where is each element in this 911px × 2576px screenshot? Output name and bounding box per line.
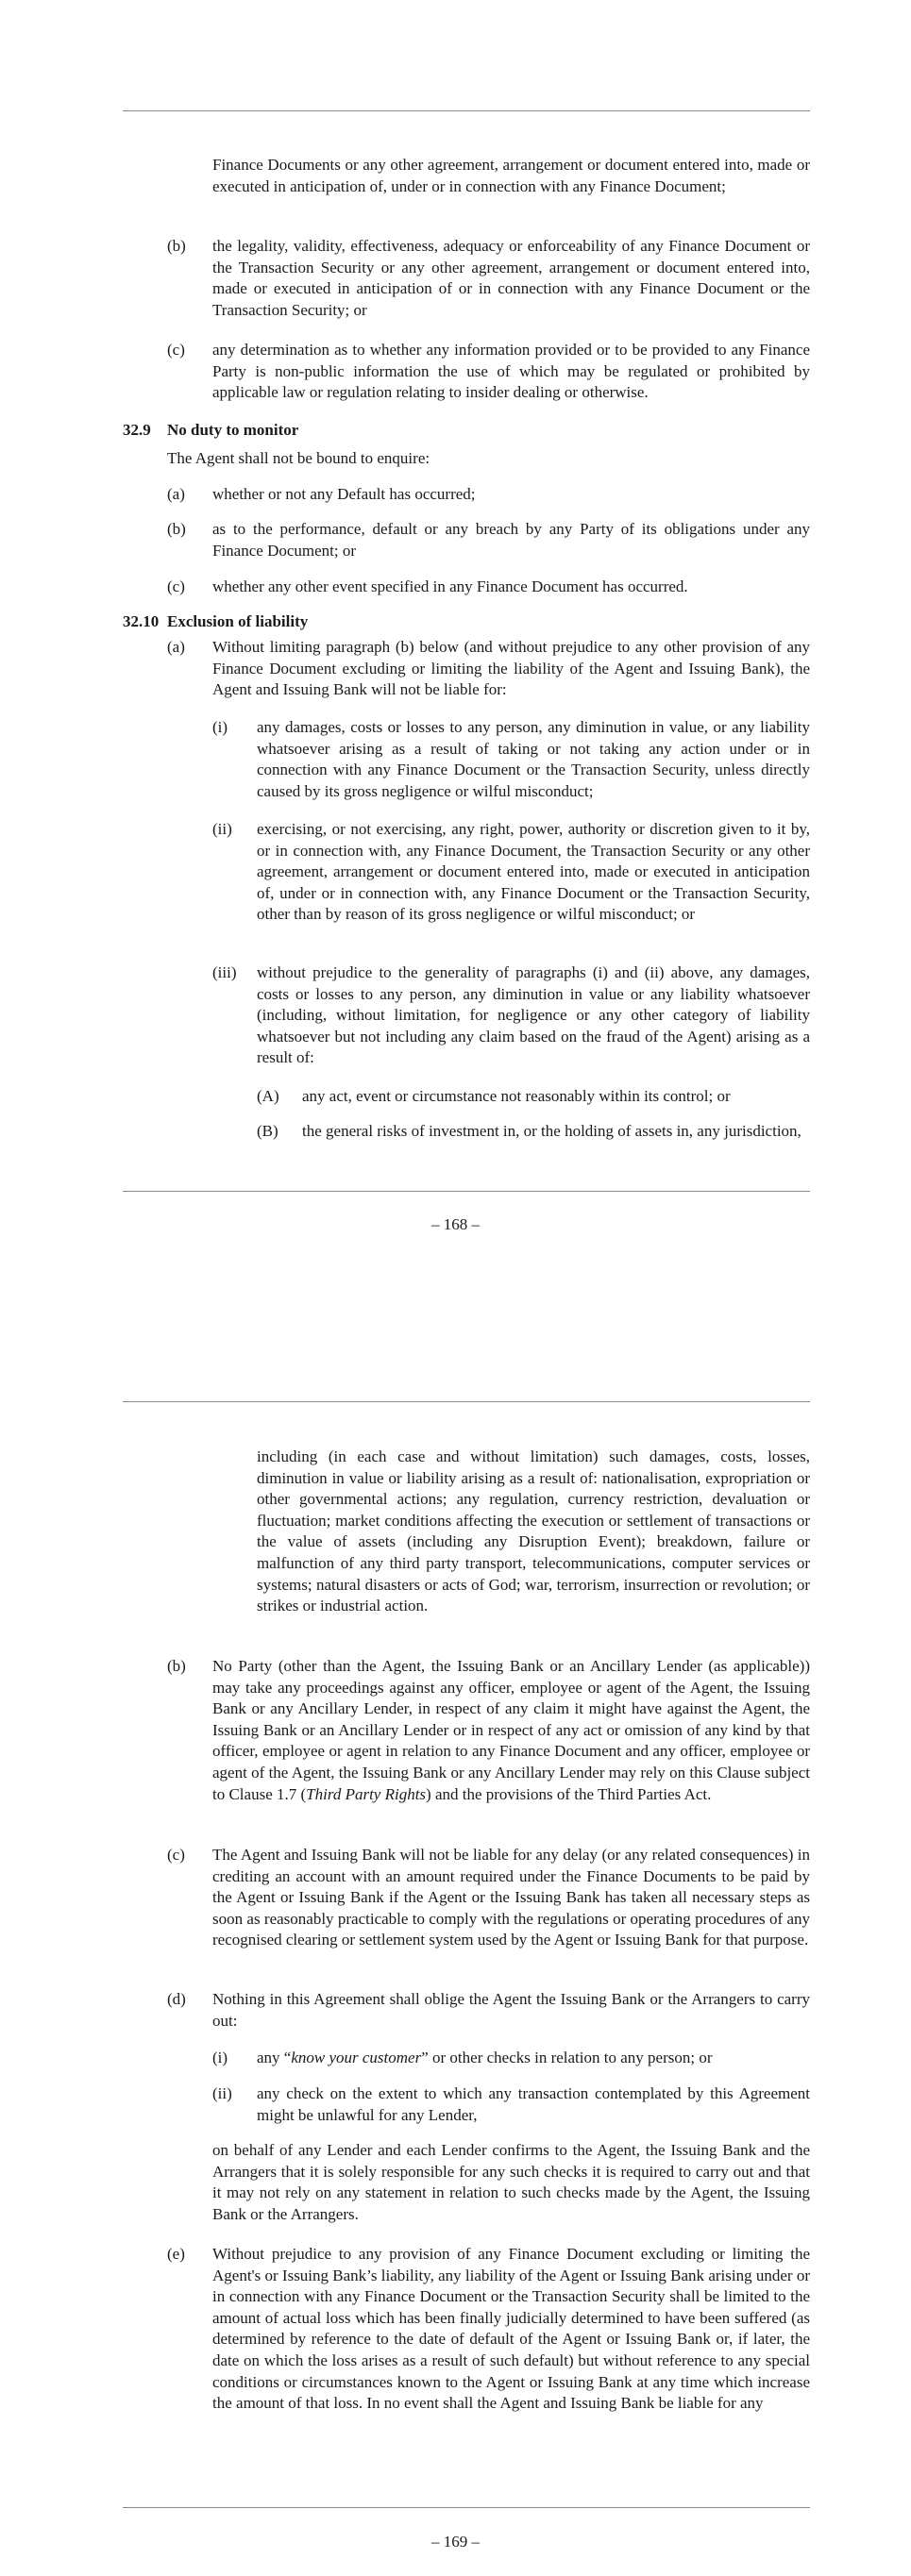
clause-title: Exclusion of liability [167, 612, 309, 630]
item-text: whether or not any Default has occurred; [212, 485, 476, 503]
subitem-italic: know your customer [291, 2049, 422, 2066]
subitem-text: exercising, or not exercising, any right, power, authority or discretion given to it by, or in connection with, any Finance Document, the Transaction Security or any other agreement, arrangement or document entered into, made or executed in anticipation of, under or in connection with, any Finance Document or the Transaction Security, other than by reason of its gross negligence or wilful misconduct; or [257, 820, 810, 924]
subitem-pre: any “ [257, 2049, 292, 2066]
subitem-text: without prejudice to the generality of paragraphs (i) and (ii) above, any damages, costs or losses to any person, any diminution in value or any liability whatsoever (including, without limitation, for negligence or any other category of liability whatsoever but not including any claim based on the fraud of the Agent) arising as a result of: [257, 963, 810, 1067]
clause-number: 32.9 [123, 421, 151, 439]
item-text: The Agent and Issuing Bank will not be liable for any delay (or any related consequences) in crediting an account with an amount required under the Finance Documents to be paid by the Agent or Issuing Bank if the Agent or the Issuing Bank has taken all necessary steps as soon as reasonably practicable to comply with the regulations or operating procedures of any recognised clearing or settlement system used by the Agent or Issuing Bank for that purpose. [212, 1846, 810, 1949]
item-text: Nothing in this Agreement shall oblige the Agent the Issuing Bank or the Arrangers to carry out: [212, 1990, 810, 2030]
item-label: (c) [167, 1846, 185, 1864]
continuation-text: Finance Documents or any other agreement, arrangement or document entered into, made or executed in anticipation of, under or in connection with any Finance Document; [212, 156, 810, 195]
item-label: (c) [167, 577, 185, 595]
subitem-text [257, 2048, 810, 2069]
subitem-label: (ii) [212, 820, 232, 838]
item-label: (d) [167, 1990, 186, 2008]
item-text: Without limiting paragraph (b) below (and without prejudice to any other provision of any Finance Document excluding or limiting the liability of the Agent and Issuing Bank), the Agent and Issuing Bank will not be liable for: [212, 638, 810, 699]
item-text: the legality, validity, effectiveness, adequacy or enforceability of any Finance Document or the Transaction Security or any other agreement, arrangement or document entered into, made or executed in anticipation of or in connection with any Finance Document or the Transaction Security; or [212, 237, 810, 319]
item-text [212, 1656, 810, 1805]
continuation-text: including (in each case and without limitation) such damages, costs, losses, diminution in value or liability arising as a result of: nationalisation, expropriation or other governmental actions; any regulation, currency restriction, devaluation or fluctuation; market conditions affecting the execution or settlement of transactions or the value of assets (including any Disruption Event); breakdown, failure or malfunction of any third party transport, telecommunications, computer services or systems; natural disasters or acts of God; war, terrorism, insurrection or revolution; or strikes or industrial action. [257, 1447, 810, 1615]
subitem-text: any damages, costs or losses to any person, any diminution in value, or any liability whatsoever arising as a result of taking or not taking any action under or in connection with any Finance Document or the Transaction Security, unless directly caused by its gross negligence or wilful misconduct; [257, 718, 810, 800]
page-number: – 169 – [431, 2533, 480, 2551]
subitem-post: ” or other checks in relation to any person; or [421, 2049, 713, 2066]
item-d-tail: on behalf of any Lender and each Lender confirms to the Agent, the Issuing Bank and the Arrangers that it is solely responsible for any such checks it is required to carry out and that it may not rely on any statement in relation to such checks made by the Agent, the Issuing Bank or the Arrangers. [212, 2141, 810, 2223]
subitem-label: (i) [212, 2049, 228, 2066]
item-label: (b) [167, 1657, 186, 1675]
subsubitem-text: the general risks of investment in, or the holding of assets in, any jurisdiction, [302, 1122, 801, 1140]
clause-number: 32.10 [123, 612, 160, 630]
subitem-label: (iii) [212, 963, 237, 981]
item-b-body: No Party (other than the Agent, the Issuing Bank or an Ancillary Lender (as applicable)) may take any proceedings against any officer, employee or agent of the Agent, the Issuing Bank or any Ancillary Lender, in respect of any claim it might have against the Agent, the Issuing Bank or an Ancillary Lender or in respect of any act or omission of any kind by that officer, employee or agent in relation to any Finance Document and any officer, employee or agent of the Agent, the Issuing Bank or any Ancillary Lender may rely on this Clause subject to Clause 1.7 ( [212, 1657, 810, 1803]
item-b-tail: ) and the provisions of the Third Parties Act. [426, 1784, 712, 1803]
subsubitem-label: (B) [257, 1122, 278, 1140]
item-label: (b) [167, 237, 186, 255]
header-rule [123, 1401, 810, 1402]
item-label: (a) [167, 638, 185, 656]
footer-rule [123, 2507, 810, 2508]
item-label: (c) [167, 341, 185, 359]
item-label: (b) [167, 520, 186, 538]
subitem-text: any check on the extent to which any transaction contemplated by this Agreement might be unlawful for any Lender, [257, 2084, 810, 2124]
subitem-label: (ii) [212, 2084, 232, 2102]
item-label: (e) [167, 2245, 185, 2263]
page-number: – 168 – [431, 1215, 480, 1233]
item-b-reference: Third Party Rights [306, 1784, 427, 1803]
item-text: any determination as to whether any information provided or to be provided to any Finance Party is non-public information the use of which may be regulated or prohibited by applicable law or regulation relating to insider dealing or otherwise. [212, 341, 810, 402]
subsubitem-text: any act, event or circumstance not reasonably within its control; or [302, 1087, 731, 1105]
subsubitem-label: (A) [257, 1087, 279, 1105]
item-text: whether any other event specified in any Finance Document has occurred. [212, 577, 688, 595]
subitem-label: (i) [212, 718, 228, 736]
clause-intro: The Agent shall not be bound to enquire: [167, 449, 430, 467]
item-text: Without prejudice to any provision of any Finance Document excluding or limiting the Agent's or Issuing Bank’s liability, any liability of the Agent or Issuing Bank arising under or in connection with any Finance Document or the Transaction Security shall be limited to the amount of actual loss which has been finally judicially determined to have been suffered (as determined by reference to the date of default of the Agent or Issuing Bank or, if later, the date on which the loss arises as a result of such default) but without reference to any special conditions or circumstances known to the Agent or Issuing Bank at any time which increase the amount of that loss. In no event shall the Agent and Issuing Bank be liable for any [212, 2245, 810, 2413]
item-label: (a) [167, 485, 185, 503]
item-text: as to the performance, default or any breach by any Party of its obligations under any Finance Document; or [212, 520, 810, 560]
clause-title: No duty to monitor [167, 421, 299, 439]
